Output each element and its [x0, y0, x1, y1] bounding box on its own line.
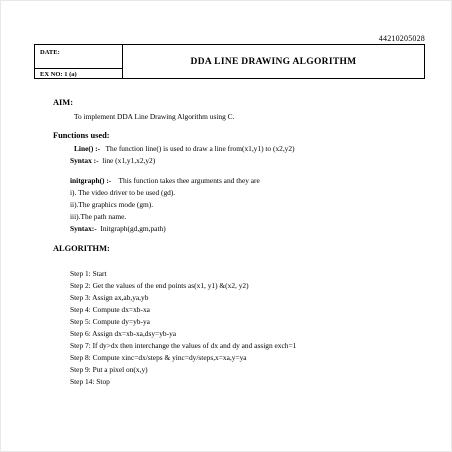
- initgraph-desc: This function takes thee arguments and they are: [118, 176, 260, 185]
- algorithm-heading: ALGORITHM:: [53, 244, 110, 253]
- algorithm-step: Step 2: Get the values of the end points as(x1, y1) &(x2, y2): [70, 281, 249, 290]
- initgraph-arg-2: ii).The graphics mode (gm).: [70, 200, 154, 209]
- initgraph-row: [70, 176, 260, 185]
- aim-heading: AIM:: [53, 98, 74, 107]
- functions-heading: Functions used:: [53, 131, 110, 140]
- line-syntax-row: [70, 156, 155, 165]
- algorithm-step: Step 5: Compute dy=yb-ya: [70, 317, 150, 326]
- algorithm-step: Step 7: If dy>dx then interchange the values of dx and dy and assign exch=1: [70, 341, 297, 350]
- algorithm-step: Step 1: Start: [70, 269, 107, 278]
- initgraph-syntax-label: Syntax:-: [70, 224, 97, 233]
- line-function-row: [74, 144, 295, 153]
- initgraph-syntax-row: [70, 224, 166, 233]
- line-syntax-label: Syntax :-: [70, 156, 99, 165]
- algorithm-step: Step 4: Compute dx=xb-xa: [70, 305, 150, 314]
- initgraph-name: initgraph() :-: [70, 176, 112, 185]
- algorithm-step: Step 8: Compute xinc=dx/steps & yinc=dy/steps,x=xa,y=ya: [70, 353, 247, 362]
- line-function-name: Line() :-: [74, 144, 101, 153]
- exno-label: EX NO: 1 (a): [40, 71, 77, 78]
- algorithm-step: Step 3: Assign ax,ab,ya,yb: [70, 293, 149, 302]
- line-syntax-value: line (x1,y1,x2,y2): [102, 156, 156, 165]
- header-left-cell: [35, 45, 123, 78]
- algorithm-step: Step 14: Stop: [70, 377, 110, 386]
- header-divider: [35, 68, 122, 69]
- initgraph-arg-1: i). The video driver to be used (gd).: [70, 188, 176, 197]
- date-label: DATE:: [40, 49, 60, 56]
- document-title: DDA LINE DRAWING ALGORITHM: [190, 57, 357, 67]
- initgraph-syntax-value: Initgraph(gd,gm,path): [100, 224, 166, 233]
- algorithm-step: Step 9: Put a pixel on(x,y): [70, 365, 148, 374]
- line-function-desc: The function line() is used to draw a line from(x1,y1) to (x2,y2): [105, 144, 295, 153]
- aim-text: To implement DDA Line Drawing Algorithm using C.: [74, 112, 235, 121]
- header-box: [34, 44, 425, 79]
- roll-number: 44210205028: [378, 34, 425, 43]
- algorithm-step: Step 6: Assign dx=xb-xa,dsy=yb-ya: [70, 329, 177, 338]
- initgraph-arg-3: iii).The path name.: [70, 212, 127, 221]
